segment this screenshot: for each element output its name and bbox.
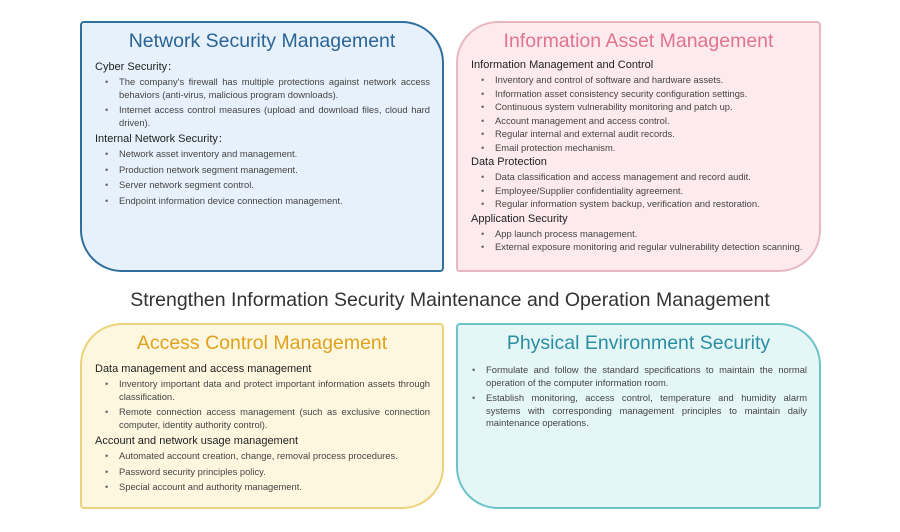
account-usage-heading: Account and network usage management bbox=[95, 435, 299, 447]
list-item: • External exposure monitoring and regular vulnerability detection scanning. bbox=[481, 241, 803, 252]
data-access-list bbox=[95, 378, 430, 431]
physical-environment-panel bbox=[456, 323, 821, 509]
bullet-icon: • bbox=[472, 392, 476, 403]
bullet-icon: • bbox=[105, 194, 109, 206]
bullet-icon: • bbox=[481, 227, 485, 239]
info-management-heading: Information Management and Control bbox=[471, 59, 654, 71]
network-security-title: Network Security Management bbox=[128, 30, 396, 52]
bullet-icon: • bbox=[105, 163, 109, 175]
data-protection-list bbox=[471, 171, 807, 211]
bullet-icon: • bbox=[481, 74, 485, 85]
bullet-icon: • bbox=[105, 104, 109, 115]
internal-network-list bbox=[95, 148, 430, 207]
list-item: • Data classification and access management and record audit. bbox=[481, 171, 751, 182]
list-item: • Password security principles policy. bbox=[105, 465, 266, 477]
information-asset-body bbox=[458, 54, 819, 254]
network-security-body bbox=[82, 54, 442, 207]
information-asset-title: Information Asset Management bbox=[503, 30, 774, 52]
list-item: • Server network segment control. bbox=[105, 179, 254, 190]
bullet-icon: • bbox=[481, 184, 485, 196]
list-item: • Inventory important data and protect important information assets through classification. bbox=[105, 378, 430, 402]
bullet-icon: • bbox=[105, 76, 109, 87]
physical-environment-body bbox=[458, 356, 819, 430]
list-item: • Information asset consistency security configuration settings. bbox=[481, 87, 748, 99]
bullet-icon: • bbox=[105, 450, 109, 461]
list-item: • Employee/Supplier confidentiality agreement. bbox=[481, 184, 684, 196]
data-protection-heading: Data Protection bbox=[471, 156, 547, 168]
list-item: • Formulate and follow the standard specifications to maintain the normal operation of the computer information room. bbox=[472, 364, 807, 388]
list-item: • Special account and authority management. bbox=[105, 481, 302, 492]
account-usage-list bbox=[95, 450, 430, 494]
bullet-icon: • bbox=[481, 128, 485, 139]
list-item: • App launch process management. bbox=[481, 227, 638, 239]
access-control-panel bbox=[80, 323, 444, 509]
data-access-heading: Data management and access management bbox=[95, 363, 312, 375]
list-item: • Automated account creation, change, removal process procedures. bbox=[105, 450, 398, 461]
page-title: Strengthen Information Security Maintenance and Operation Management bbox=[130, 289, 770, 311]
list-item: • The company's firewall has multiple protections against network access behaviors (anti-virus, malicious program downloads). bbox=[105, 76, 430, 100]
list-item: • Establish monitoring, access control, temperature and humidity alarm systems with corresponding management principles to maintain daily maintenance operations. bbox=[472, 392, 807, 428]
physical-environment-list bbox=[472, 364, 807, 430]
information-asset-panel bbox=[456, 21, 821, 272]
list-item: • Inventory and control of software and hardware assets. bbox=[481, 74, 724, 85]
cyber-security-heading: Cyber Security： bbox=[95, 61, 179, 73]
application-security-heading: Application Security bbox=[471, 212, 568, 225]
bullet-icon: • bbox=[481, 171, 485, 182]
list-item: • Production network segment management. bbox=[105, 163, 298, 175]
list-item: • Endpoint information device connection management. bbox=[105, 194, 343, 206]
bullet-icon: • bbox=[481, 198, 485, 209]
list-item: • Network asset inventory and management. bbox=[105, 148, 298, 159]
bullet-icon: • bbox=[472, 364, 476, 375]
list-item: • Regular information system backup, verification and restoration. bbox=[481, 198, 760, 209]
list-item: • Email protection mechanism. bbox=[481, 141, 616, 153]
application-security-list bbox=[471, 228, 807, 254]
bullet-icon: • bbox=[481, 141, 485, 153]
bullet-icon: • bbox=[105, 148, 109, 159]
bullet-icon: • bbox=[105, 481, 109, 492]
bullet-icon: • bbox=[105, 406, 109, 417]
bullet-icon: • bbox=[481, 241, 485, 252]
list-item: • Account management and access control. bbox=[481, 114, 670, 126]
network-security-panel bbox=[80, 21, 444, 272]
list-item: • Regular internal and external audit records. bbox=[481, 128, 675, 139]
bullet-icon: • bbox=[105, 179, 109, 190]
bullet-icon: • bbox=[481, 114, 485, 126]
info-management-list bbox=[471, 74, 807, 154]
bullet-icon: • bbox=[481, 87, 485, 99]
bullet-icon: • bbox=[105, 378, 109, 389]
access-control-body bbox=[82, 356, 442, 494]
cyber-security-list bbox=[95, 76, 430, 129]
physical-environment-title: Physical Environment Security bbox=[506, 332, 771, 354]
list-item: • Remote connection access management (such as exclusive connection computer, identity authority control). bbox=[105, 406, 430, 430]
internal-network-heading: Internal Network Security： bbox=[95, 133, 229, 145]
bullet-icon: • bbox=[481, 101, 485, 112]
access-control-title: Access Control Management bbox=[136, 332, 388, 354]
list-item: • Internet access control measures (upload and download files, cloud hard driven). bbox=[105, 104, 430, 128]
list-item: • Continuous system vulnerability monitoring and patch up. bbox=[481, 101, 733, 112]
bullet-icon: • bbox=[105, 465, 109, 477]
